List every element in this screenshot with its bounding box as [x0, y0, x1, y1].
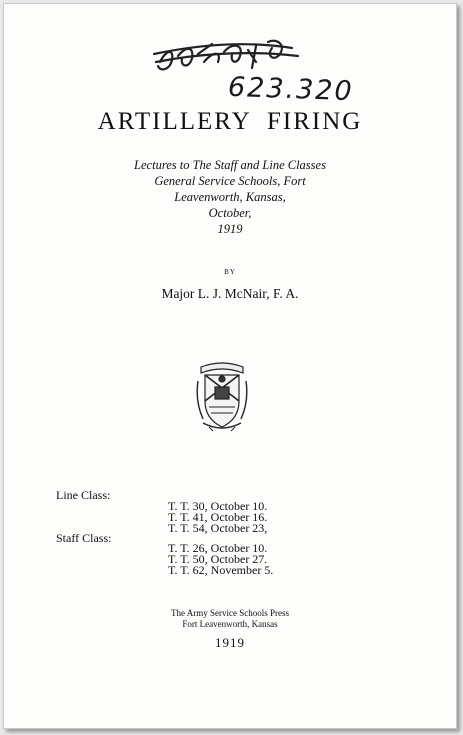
publisher-name: The Army Service Schools Press [171, 608, 289, 618]
book-title: ARTILLERY FIRING [97, 108, 363, 135]
author-name: Major L. J. McNair, F. A. [161, 286, 299, 301]
school-crest-icon [195, 361, 249, 433]
publisher-block [4, 608, 456, 630]
by-label: BY [224, 268, 236, 276]
subtitle-block [4, 157, 456, 237]
subtitle-line: October, [208, 206, 252, 220]
publication-year: 1919 [215, 635, 245, 650]
schedule-entry: T. T. 54, October 23, [168, 521, 268, 535]
handwritten-call-number: 623.320 [227, 71, 355, 108]
schedule-entry: T. T. 50, October 27. [168, 552, 268, 566]
schedule-entry: T. T. 26, October 10. [168, 541, 268, 555]
title-page [3, 3, 457, 729]
subtitle-line: 1919 [217, 222, 243, 236]
subtitle-line: Leavenworth, Kansas, [174, 190, 286, 204]
schedule-entry: T. T. 30, October 10. [168, 499, 268, 513]
line-class-label: Line Class: [56, 488, 111, 502]
handwritten-annotation [152, 32, 392, 114]
schedule-entry: T. T. 62, November 5. [168, 563, 274, 577]
staff-class-label: Staff Class: [56, 531, 112, 545]
subtitle-line: General Service Schools, Fort [154, 174, 306, 188]
subtitle-line: Lectures to The Staff and Line Classes [134, 158, 326, 172]
publisher-location: Fort Leavenworth, Kansas [182, 619, 278, 629]
schedule-entry: T. T. 41, October 16. [168, 510, 268, 524]
